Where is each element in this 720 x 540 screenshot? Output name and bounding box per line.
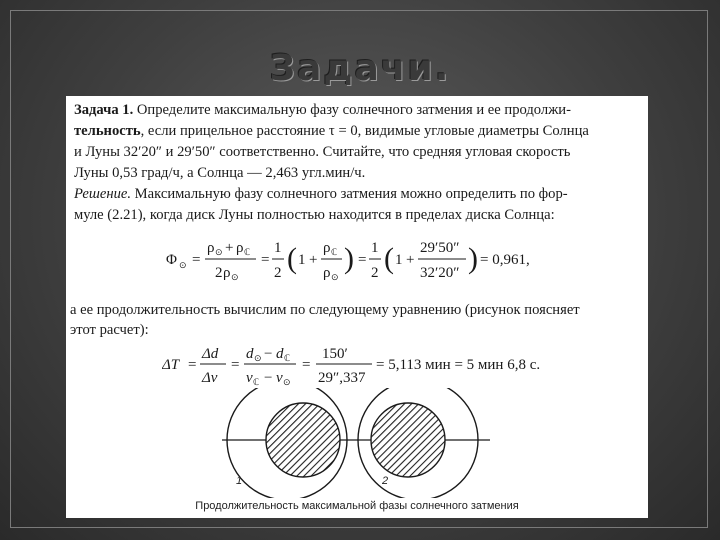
fraction-denominator: 32′20″ bbox=[420, 265, 460, 281]
svg-text:+: + bbox=[309, 252, 318, 268]
problem-line-4: Луны 0,53 град/ч, а Солнца — 2,463 угл.мин/ч. bbox=[74, 165, 366, 181]
svg-text:ℂ: ℂ bbox=[253, 377, 260, 387]
svg-text:ρ: ρ bbox=[236, 240, 244, 256]
svg-text:): ) bbox=[468, 242, 478, 275]
phi-symbol: Φ bbox=[166, 252, 177, 268]
svg-text:d: d bbox=[246, 346, 254, 362]
svg-text:2: 2 bbox=[274, 265, 282, 281]
svg-text:(: ( bbox=[287, 242, 297, 275]
delta-t-symbol: ΔT bbox=[162, 357, 180, 373]
duration-result: = 5,113 мин = 5 мин 6,8 с. bbox=[376, 357, 541, 373]
figure-label-1: 1 bbox=[236, 475, 243, 487]
svg-text:Δd: Δd bbox=[202, 346, 219, 362]
textbook-scan-top bbox=[66, 96, 648, 292]
figure-caption: Продолжительность максимальной фазы солнечного затмения bbox=[195, 500, 519, 512]
continuation-line-1: а ее продолжительность вычислим по следующему уравнению (рисунок поясняет bbox=[70, 302, 580, 318]
svg-text:+: + bbox=[225, 240, 234, 256]
svg-text:ρ: ρ bbox=[207, 240, 215, 256]
svg-text:1: 1 bbox=[395, 252, 403, 268]
svg-text:2: 2 bbox=[215, 265, 223, 281]
svg-text:+: + bbox=[406, 252, 415, 268]
svg-text:2: 2 bbox=[371, 265, 379, 281]
problem-line-2: тельность, если прицельное расстояние τ = 0, видимые угловые диаметры Солнца bbox=[74, 123, 589, 139]
svg-text:ρ: ρ bbox=[323, 265, 331, 281]
svg-text:1: 1 bbox=[371, 240, 379, 256]
moon-disk-2 bbox=[371, 403, 445, 477]
duration-denominator: 29″,337 bbox=[318, 370, 366, 386]
svg-text:=: = bbox=[192, 252, 201, 268]
figure-label-2: 2 bbox=[382, 475, 389, 487]
svg-text:ρ: ρ bbox=[223, 265, 231, 281]
phase-formula bbox=[166, 230, 606, 290]
svg-text:Δv: Δv bbox=[202, 370, 218, 386]
duration-numerator: 150′ bbox=[322, 346, 348, 362]
svg-text:⊙: ⊙ bbox=[254, 353, 262, 363]
svg-text:=: = bbox=[261, 252, 270, 268]
svg-text:d: d bbox=[276, 346, 284, 362]
problem-line-3: и Луны 32′20″ и 29′50″ соответственно. Считайте, что средняя угловая скорость bbox=[74, 144, 571, 160]
slide-title: Задачи. bbox=[269, 48, 451, 89]
solution-line-1: Решение. Максимальную фазу солнечного затмения можно определить по фор- bbox=[74, 186, 568, 202]
svg-text:−: − bbox=[264, 370, 273, 386]
svg-text:⊙: ⊙ bbox=[331, 272, 339, 282]
svg-text:): ) bbox=[344, 242, 354, 275]
svg-text:⊙: ⊙ bbox=[215, 247, 223, 257]
svg-text:⊙: ⊙ bbox=[283, 377, 291, 387]
svg-text:v: v bbox=[246, 370, 253, 386]
problem-label: Задача 1. bbox=[74, 102, 134, 118]
fraction-numerator: 29′50″ bbox=[420, 240, 460, 256]
svg-text:=: = bbox=[188, 357, 197, 373]
continuation-line-2: этот расчет): bbox=[70, 322, 149, 338]
svg-text:=: = bbox=[358, 252, 367, 268]
svg-text:ρ: ρ bbox=[323, 240, 331, 256]
solution-line-2: муле (2.21), когда диск Луны полностью находится в пределах диска Солнца: bbox=[74, 207, 555, 223]
svg-text:⊙: ⊙ bbox=[231, 272, 239, 282]
problem-line-1: Задача 1. Определите максимальную фазу солнечного затмения и ее продолжи- bbox=[74, 102, 571, 118]
svg-text:ℂ: ℂ bbox=[284, 353, 291, 363]
svg-text:−: − bbox=[264, 346, 273, 362]
svg-text:1: 1 bbox=[298, 252, 306, 268]
phi-sun-sub: ⊙ bbox=[179, 260, 187, 270]
eclipse-figure bbox=[66, 388, 648, 498]
moon-disk-1 bbox=[266, 403, 340, 477]
svg-text:ℂ: ℂ bbox=[244, 247, 251, 257]
textbook-scan-bottom bbox=[66, 292, 648, 518]
svg-text:ℂ: ℂ bbox=[331, 247, 338, 257]
svg-text:v: v bbox=[276, 370, 283, 386]
svg-text:=: = bbox=[302, 357, 311, 373]
svg-text:1: 1 bbox=[274, 240, 282, 256]
solution-label: Решение. bbox=[74, 186, 132, 202]
phase-result: = 0,961, bbox=[480, 252, 530, 268]
svg-text:=: = bbox=[231, 357, 240, 373]
svg-text:(: ( bbox=[384, 242, 394, 275]
